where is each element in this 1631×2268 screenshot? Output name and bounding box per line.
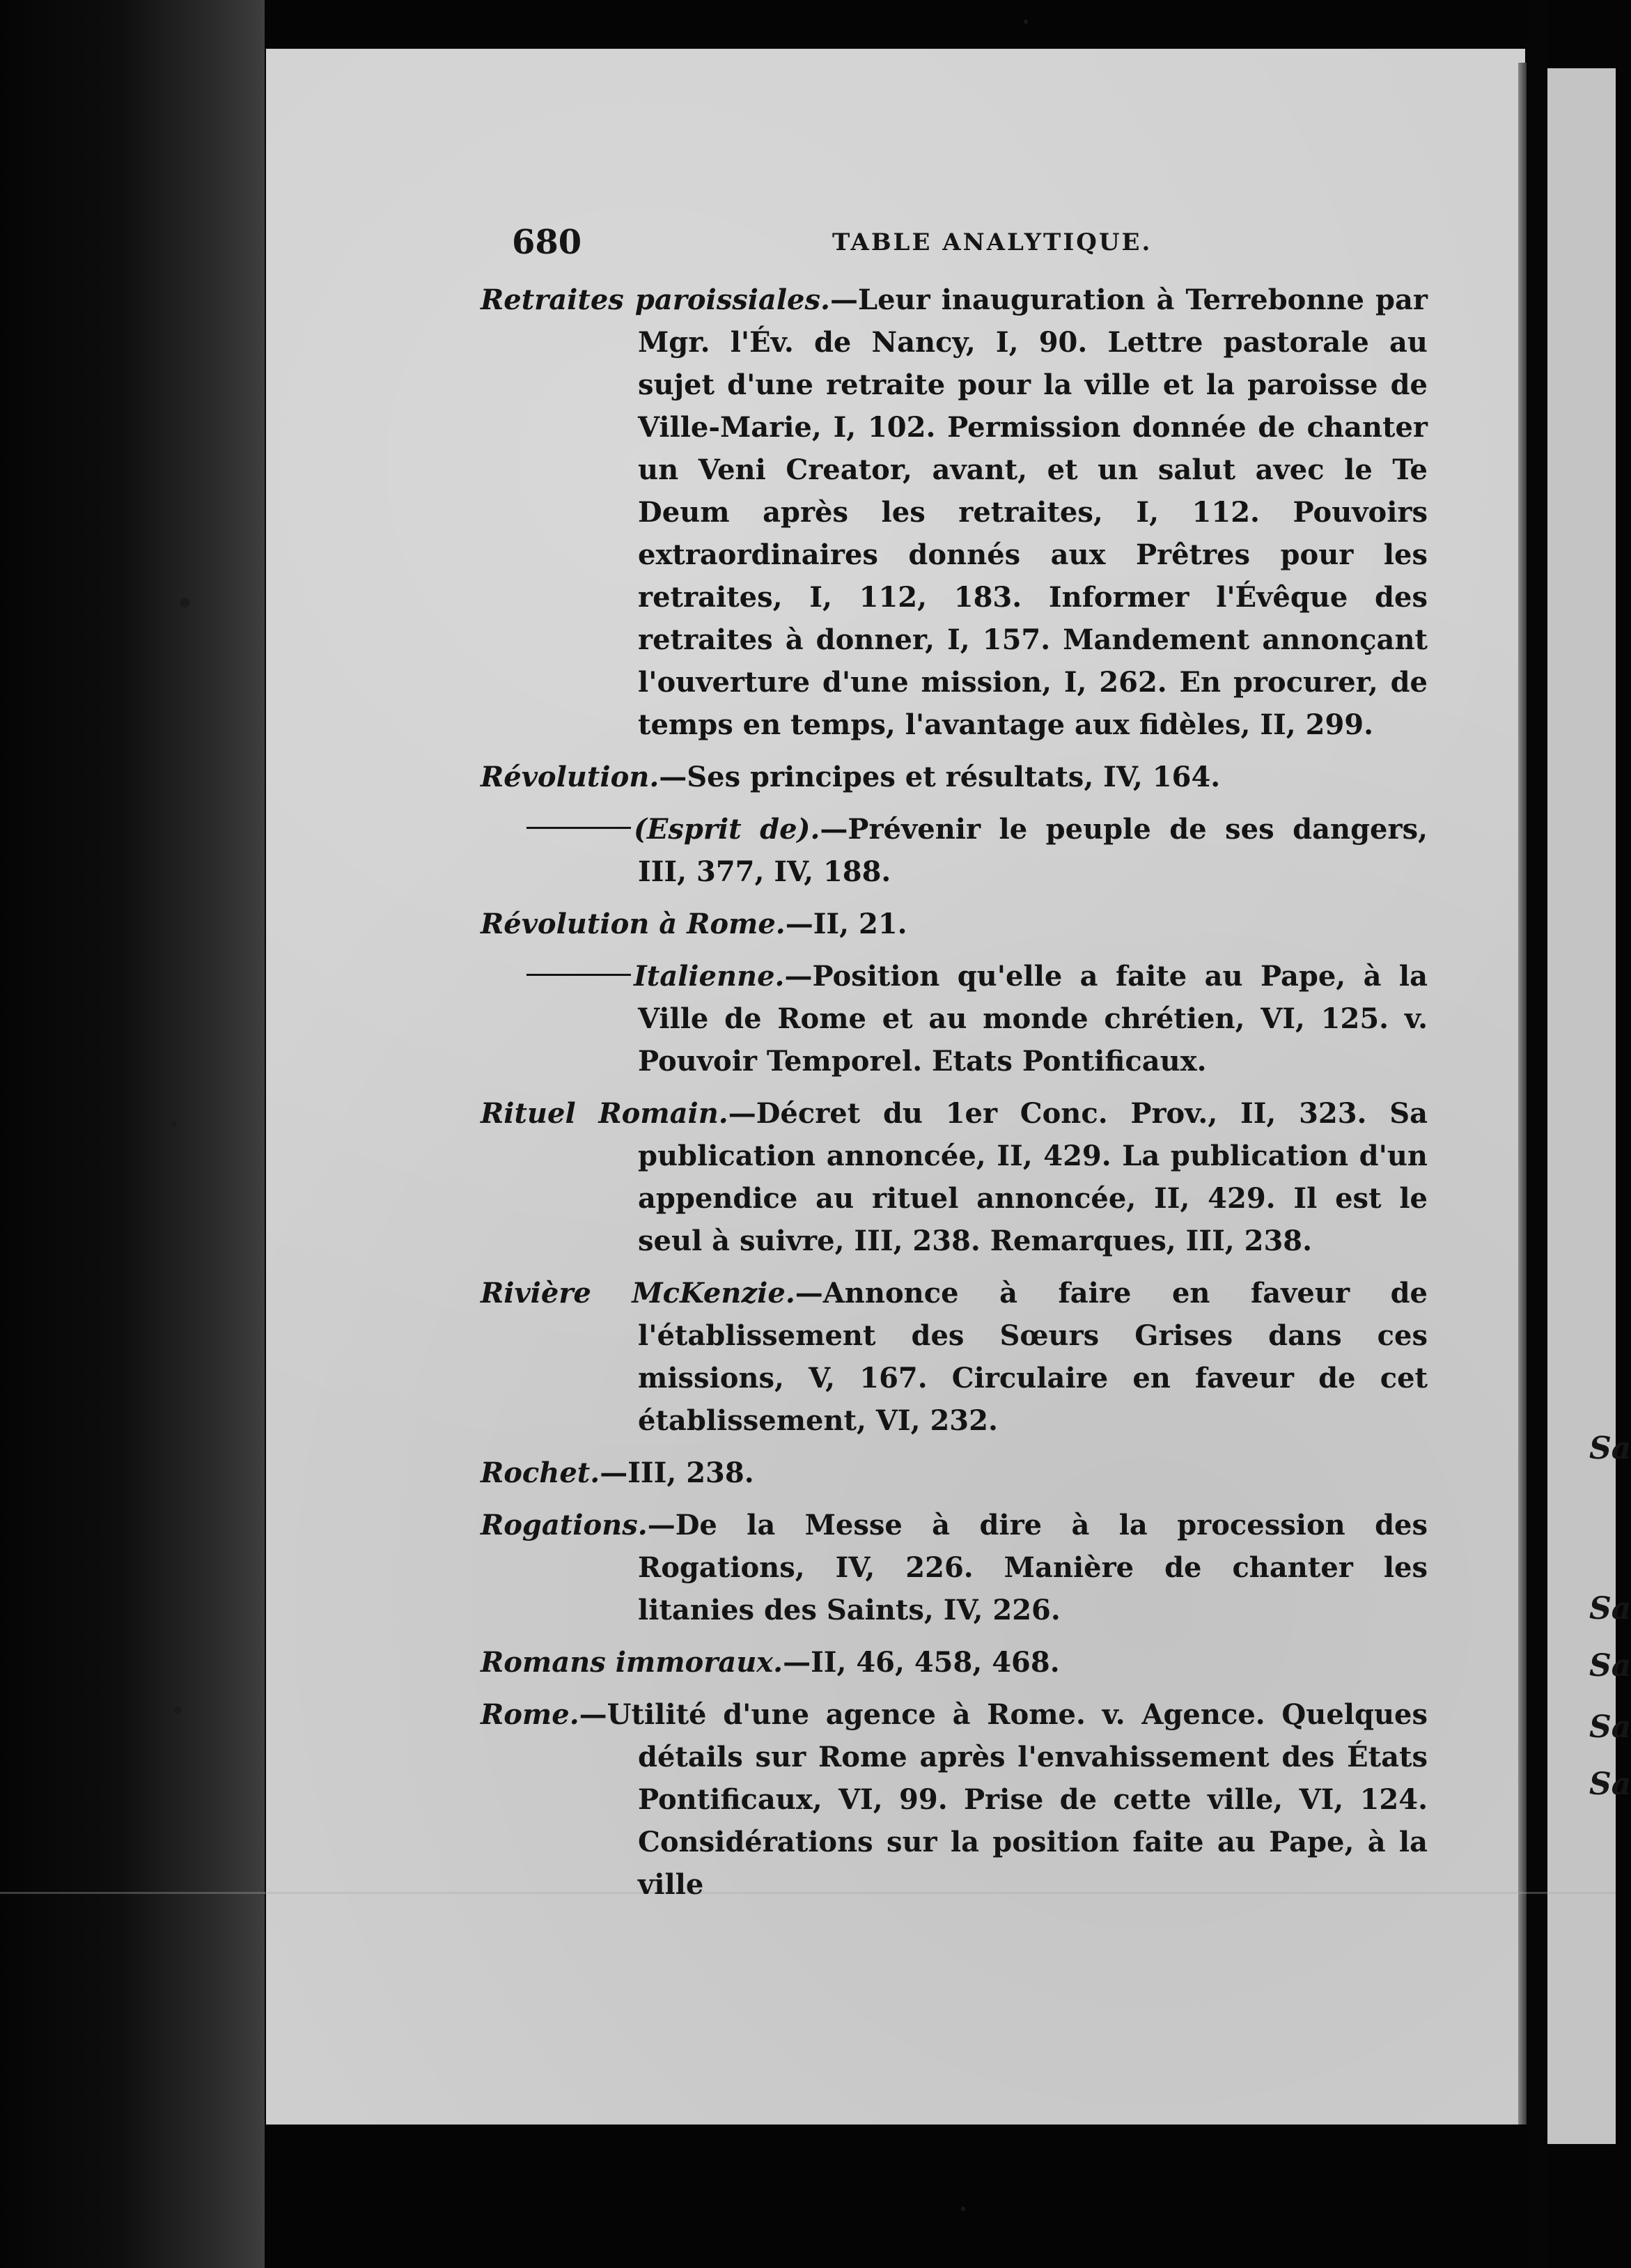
entry-heading: Rome.	[481, 1698, 579, 1731]
entry-text: —De la Messe à dire à la procession des Rogations, IV, 226. Manière de chanter les litanies des Saints, IV, 226.	[638, 1509, 1428, 1626]
scan-speck	[174, 1707, 181, 1714]
page-number: 680	[512, 223, 582, 262]
index-entry	[481, 955, 1428, 1082]
entry-heading: Révolution à Rome.	[481, 908, 786, 940]
index-entry	[481, 808, 1428, 893]
scan-left-margin	[0, 0, 265, 2268]
entry-heading: Rituel Romain.	[481, 1097, 728, 1130]
entry-heading: Rochet.	[481, 1457, 600, 1489]
scan-speck	[171, 1121, 177, 1127]
entry-text: —Utilité d'une agence à Rome. v. Agence. Quelques détails sur Rome après l'envahissement des États Pontificaux, VI, 99. Prise de cette ville, VI, 124. Considérations sur la position faite au Pape, à la ville	[579, 1698, 1428, 1901]
running-head	[512, 223, 1515, 265]
index-entry	[481, 1693, 1428, 1906]
index-entry	[481, 1504, 1428, 1631]
entry-heading: Rogations.	[481, 1509, 648, 1541]
entry-heading: Retraites paroissiales.	[481, 284, 830, 316]
adjacent-page-edge	[1547, 68, 1631, 2144]
scan-speck	[961, 2207, 965, 2211]
entry-text: —Position qu'elle a faite au Pape, à la Ville de Rome et au monde chrétien, VI, 125. v. Pouvoir Temporel. Etats Pontificaux.	[638, 960, 1428, 1078]
entry-heading: Italienne.	[634, 960, 785, 993]
page-fold-shadow	[1518, 63, 1527, 2125]
entry-text: —II, 46, 458, 468.	[783, 1646, 1060, 1679]
adjacent-page-fragment: Sa	[1589, 1766, 1631, 1802]
entry-heading: Romans immoraux.	[481, 1646, 783, 1679]
entry-text: —Décret du 1er Conc. Prov., II, 323. Sa publication annoncée, II, 429. La publication d'un appendice au rituel annoncée, II, 429. Il est le seul à suivre, III, 238. Remarques, III, 238.	[638, 1097, 1428, 1257]
entry-heading: (Esprit de).	[634, 813, 820, 846]
adjacent-page-fragment: Sa	[1589, 1591, 1631, 1626]
page-header-title: TABLE ANALYTIQUE.	[832, 228, 1153, 256]
scan-gutter	[1527, 0, 1547, 2268]
index-entry	[481, 1452, 1428, 1494]
entry-text: —III, 238.	[600, 1457, 754, 1489]
scan-speck	[1024, 20, 1028, 24]
entry-heading: Révolution.	[481, 761, 660, 793]
adjacent-page-fragment: Sa	[1589, 1648, 1631, 1684]
index-entry	[481, 1641, 1428, 1684]
entry-text: —Annonce à faire en faveur de l'établissement des Sœurs Grises dans ces missions, V, 167. Circulaire en faveur de cet établissement, VI, 232.	[638, 1277, 1428, 1437]
ditto-dash	[526, 974, 631, 976]
adjacent-page-fragment: Sa	[1589, 1709, 1631, 1745]
scan-speck	[180, 598, 189, 607]
index-entry	[481, 1092, 1428, 1262]
entry-text: —II, 21.	[785, 908, 907, 940]
index-entry	[481, 756, 1428, 798]
index-entry	[481, 903, 1428, 945]
index-entry	[481, 279, 1428, 746]
index-entry	[481, 1272, 1428, 1442]
entry-text: —Ses principes et résultats, IV, 164.	[659, 761, 1221, 793]
index-entries	[481, 279, 1428, 1916]
entry-heading: Rivière McKenzie.	[481, 1277, 795, 1310]
entry-text: —Prévenir le peuple de ses dangers, III, 377, IV, 188.	[638, 813, 1428, 888]
scan-bottom-margin	[266, 2125, 1525, 2268]
entry-text: —Leur inauguration à Terrebonne par Mgr. l'Év. de Nancy, I, 90. Lettre pastorale au sujet d'une retraite pour la ville et la paroisse de Ville-Marie, I, 102. Permission donnée de chanter un Veni Creator, avant, et un salut avec le Te Deum après les retraites, I, 112. Pouvoirs extraordinaires donnés aux Prêtres pour les retraites, I, 112, 183. Informer l'Évêque des retraites à donner, I, 157. Mandement annonçant l'ouverture d'une mission, I, 262. En procurer, de temps en temps, l'avantage aux fidèles, II, 299.	[638, 284, 1428, 741]
ditto-dash	[526, 827, 631, 829]
adjacent-page-fragment: Sa	[1589, 1431, 1631, 1466]
